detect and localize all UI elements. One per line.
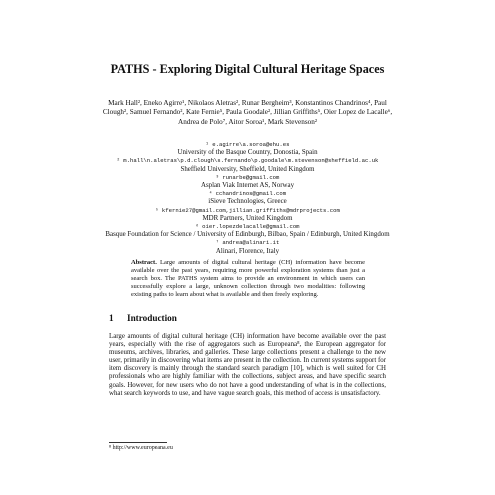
affiliation-email: ³ runarbe@gmail.com [215, 173, 280, 181]
affiliation-email: ⁴ cchandrinos@gmail.com [208, 190, 287, 198]
affiliations-block [96, 141, 399, 256]
abstract-text: Large amounts of digital cultural heritage (CH) information have become available over the past years, requiring more powerful exploration systems than just a search box. The PATHS system aims to provide an environment in which users can successfully explore a large, unknown collection through two modalities: following existing paths to learn about what is available and then freely exploring. [131, 259, 366, 298]
affiliation-email: ² m.hall\n.aletras\p.d.clough\s.fernando\p.goodale\m.stevenson@sheffield.ac.uk [116, 157, 379, 165]
affiliation-email: ⁷ andrea@alinari.it [215, 239, 280, 247]
body-paragraph [109, 333, 386, 398]
paper-title: PATHS - Exploring Digital Cultural Heritage Spaces [110, 62, 385, 76]
section-heading [109, 313, 177, 324]
abstract [131, 259, 365, 299]
affiliation-email: ⁶ oier.lopezdelacalle@gmail.com [195, 223, 300, 231]
affiliation-institution: University of the Basque Country, Donostia, Spain [177, 149, 318, 157]
affiliation-institution: iSieve Technologies, Greece [208, 198, 287, 206]
affiliation-institution: Asplan Viak Internet AS, Norway [200, 182, 295, 190]
author-list: Mark Hall², Eneko Agirre¹, Nikolaos Aletras², Runar Bergheim³, Konstantinos Chandrinos⁴, Paul Clough², Samuel Fernando², Kate Fernie⁵, Paula Goodale², Jillian Griffiths⁵, Oier Lopez de Lacalle⁶, Andrea de Polo⁷, Aitor Soroa¹, Mark Stevenson² [102, 99, 393, 126]
affiliation-email: ⁵ kfernie27@gmail.com,jillian.griffiths@mdrprojects.com [155, 206, 340, 214]
affiliation-institution: Sheffield University, Sheffield, United Kingdom [180, 165, 315, 173]
affiliation-institution: Alinari, Florence, Italy [215, 247, 280, 255]
footnote: ⁸ http://www.europeana.eu [109, 445, 173, 451]
abstract-label: Abstract. [131, 259, 157, 266]
affiliation-institution: MDR Partners, United Kingdom [202, 214, 293, 222]
affiliation-institution: Basque Foundation for Science / University of Edinburgh, Bilbao, Spain / Edinburgh, United Kingdom [105, 231, 390, 239]
section-title: Introduction [127, 313, 177, 323]
body-text: Large amounts of digital cultural heritage (CH) information have become available over the past years, especially with the rise of aggregators such as Europeana⁸, the European aggregator for museums, archives, libraries, and galleries. These large collections present a challenge to the new user, primarily in discovering what items are present in the collection. In current systems support for item discovery is mainly through the standard search paradigm [10], which is well suited for CH professionals who are highly familiar with the collections, subject areas, and have specific search goals. However, for new users who do not have a good understanding of what is in the collections, what search keywords to use, and have vague search goals, this method of access is unsatisfactory. [109, 333, 386, 397]
section-number: 1 [109, 313, 114, 323]
affiliation-email: ¹ e.agirre\a.soroa@ehu.es [205, 141, 290, 148]
footnote-divider [109, 442, 167, 443]
